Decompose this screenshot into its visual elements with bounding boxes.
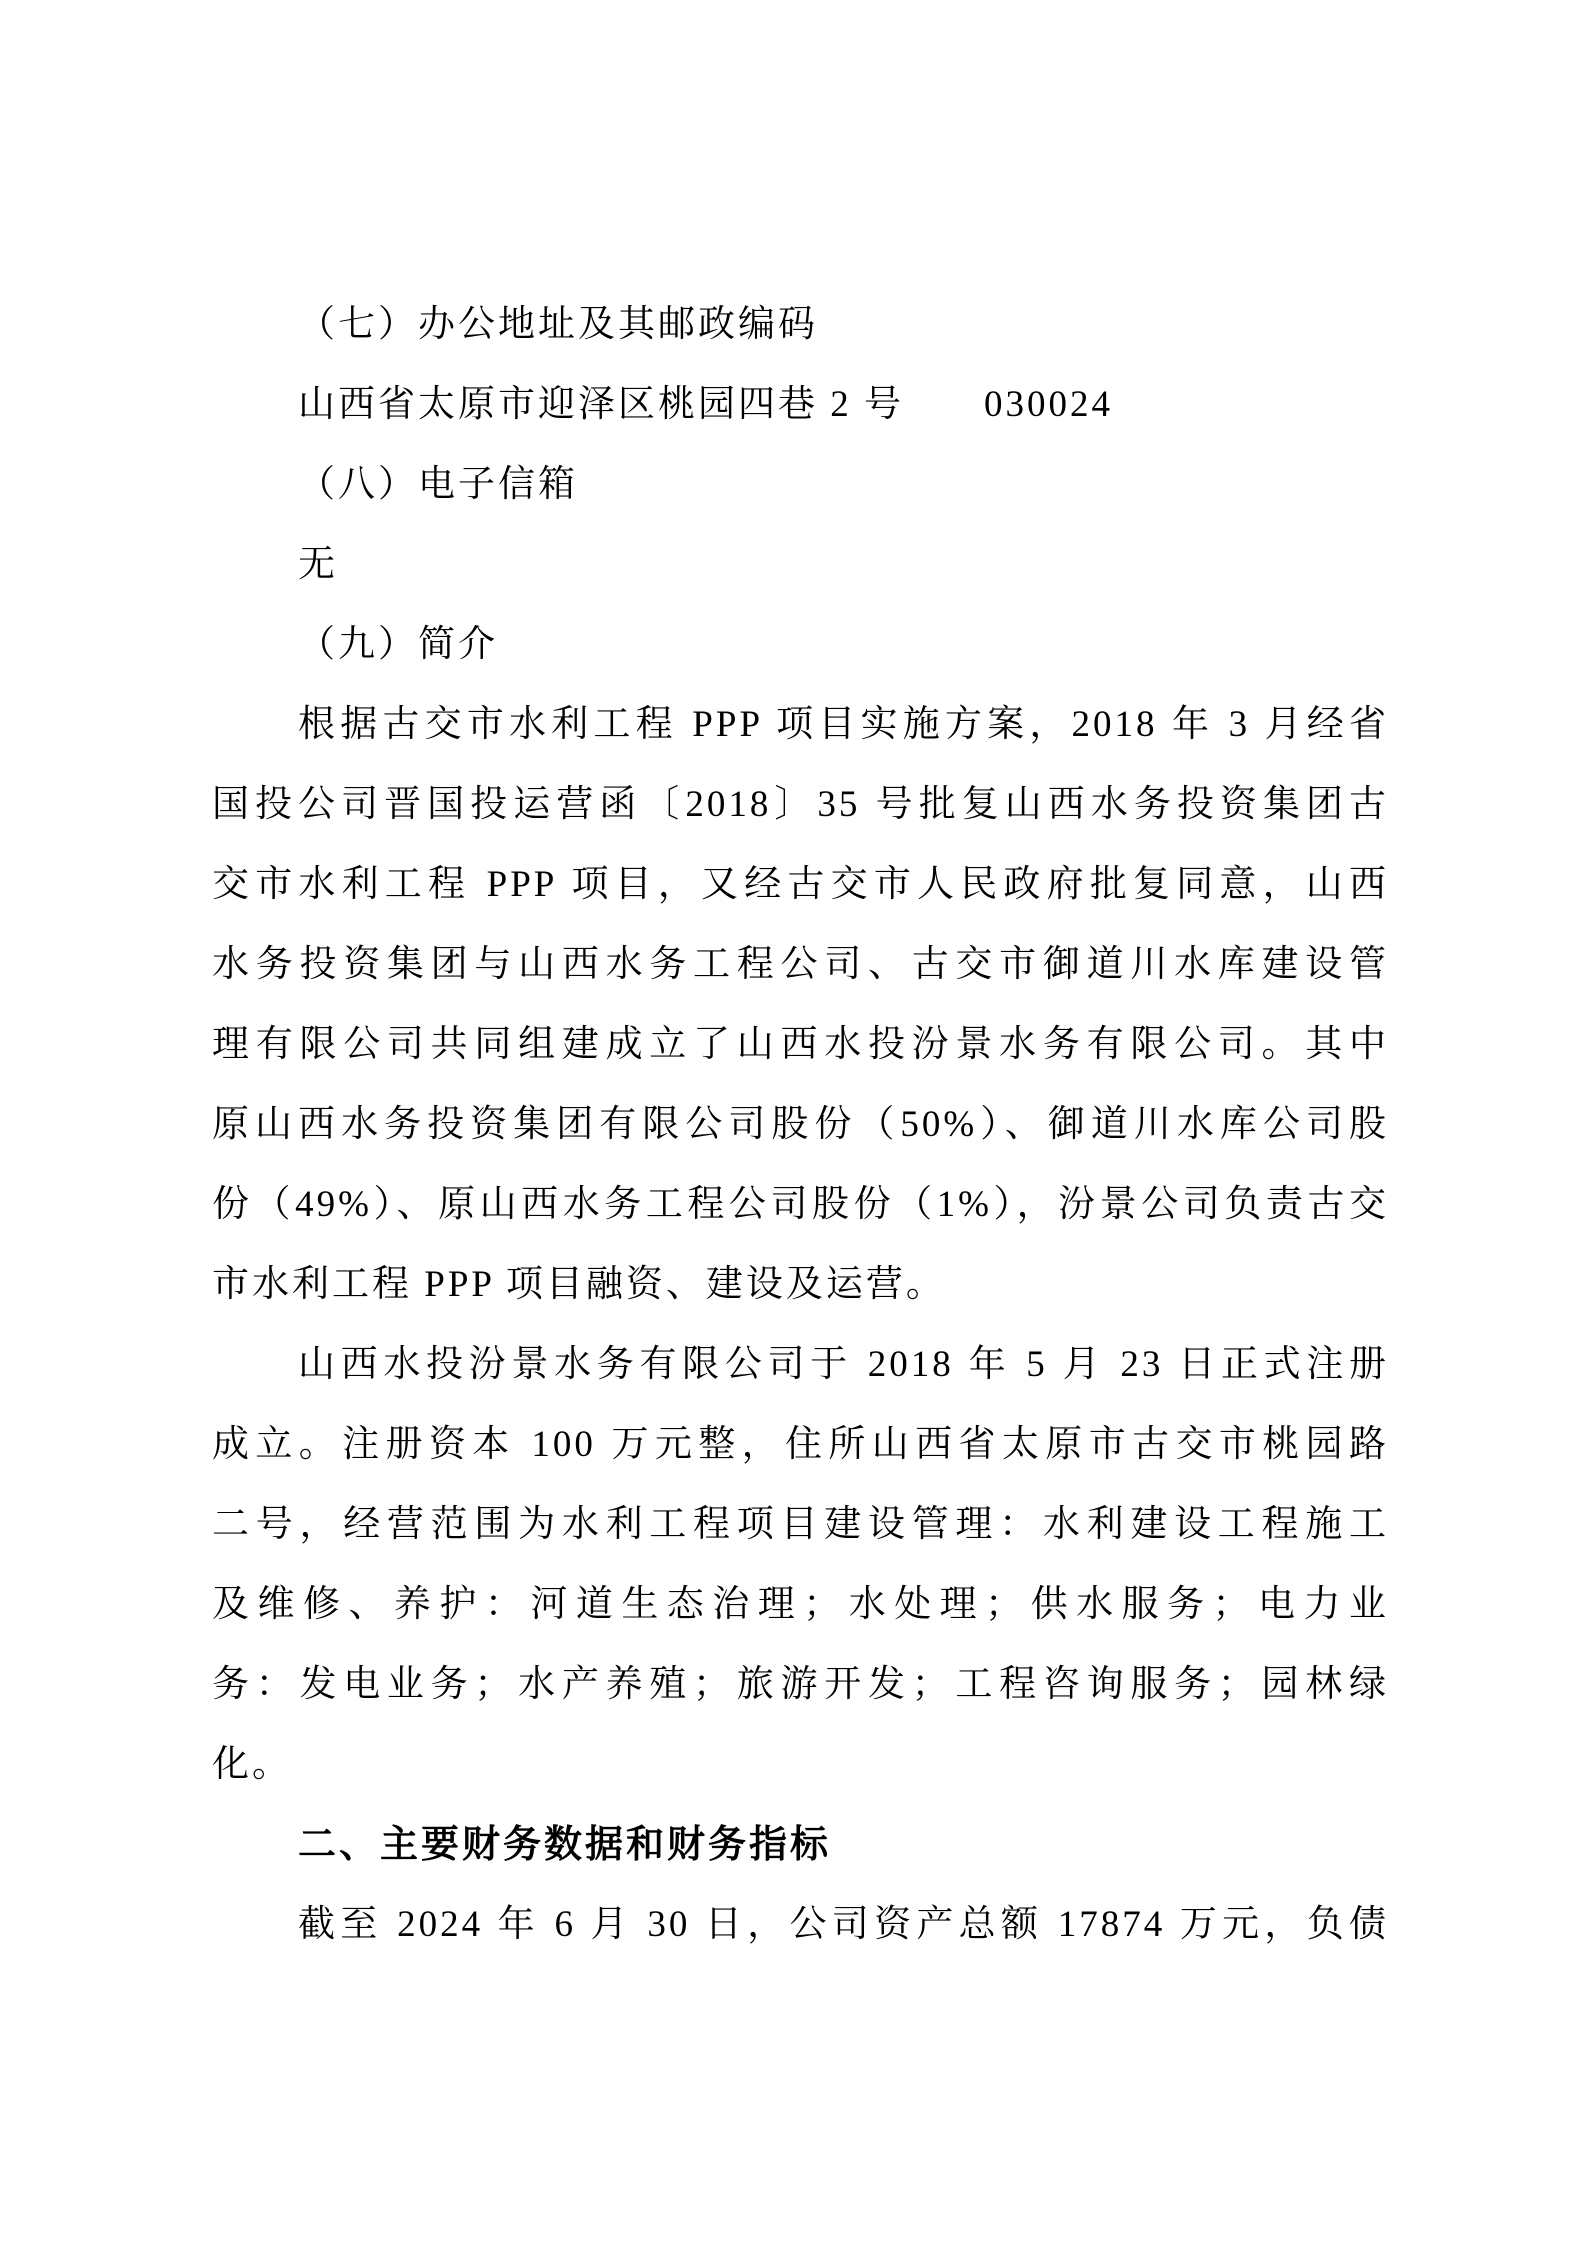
registration-paragraph-line: 及维修、养护：河道生态治理；水处理；供水服务；电力业 — [212, 1584, 1389, 1625]
profile-paragraph-line: 根据古交市水利工程 PPP 项目实施方案，2018 年 3 月经省 — [298, 704, 1389, 745]
heading-7-office-address: （七）办公地址及其邮政编码 — [298, 304, 818, 345]
email-value: 无 — [298, 544, 338, 585]
profile-paragraph-line: 国投公司晋国投运营函〔2018〕35 号批复山西水务投资集团古 — [212, 784, 1389, 825]
financial-paragraph-line: 截至 2024 年 6 月 30 日，公司资产总额 17874 万元，负债 — [298, 1904, 1389, 1945]
profile-paragraph-line: 市水利工程 PPP 项目融资、建设及运营。 — [212, 1264, 946, 1305]
profile-paragraph-line: 份（49%）、原山西水务工程公司股份（1%），汾景公司负责古交 — [212, 1184, 1389, 1225]
profile-paragraph-line: 水务投资集团与山西水务工程公司、古交市御道川水库建设管 — [212, 944, 1389, 985]
registration-paragraph-line: 务：发电业务；水产养殖；旅游开发；工程咨询服务；园林绿 — [212, 1664, 1389, 1705]
registration-paragraph-line: 二号，经营范围为水利工程项目建设管理：水利建设工程施工 — [212, 1504, 1389, 1545]
registration-paragraph-line: 成立。注册资本 100 万元整，住所山西省太原市古交市桃园路 — [212, 1424, 1389, 1465]
profile-paragraph-line: 理有限公司共同组建成立了山西水投汾景水务有限公司。其中 — [212, 1024, 1389, 1065]
heading-9-profile: （九）简介 — [298, 624, 498, 665]
registration-paragraph-line: 化。 — [212, 1744, 292, 1785]
heading-2-financial-data: 二、主要财务数据和财务指标 — [298, 1824, 832, 1866]
profile-paragraph-line: 原山西水务投资集团有限公司股份（50%）、御道川水库公司股 — [212, 1104, 1389, 1145]
heading-8-email: （八）电子信箱 — [298, 464, 578, 505]
profile-paragraph-line: 交市水利工程 PPP 项目，又经古交市人民政府批复同意，山西 — [212, 864, 1389, 905]
office-address-value: 山西省太原市迎泽区桃园四巷 2 号 030024 — [298, 384, 1113, 425]
registration-paragraph-line: 山西水投汾景水务有限公司于 2018 年 5 月 23 日正式注册 — [298, 1344, 1389, 1385]
